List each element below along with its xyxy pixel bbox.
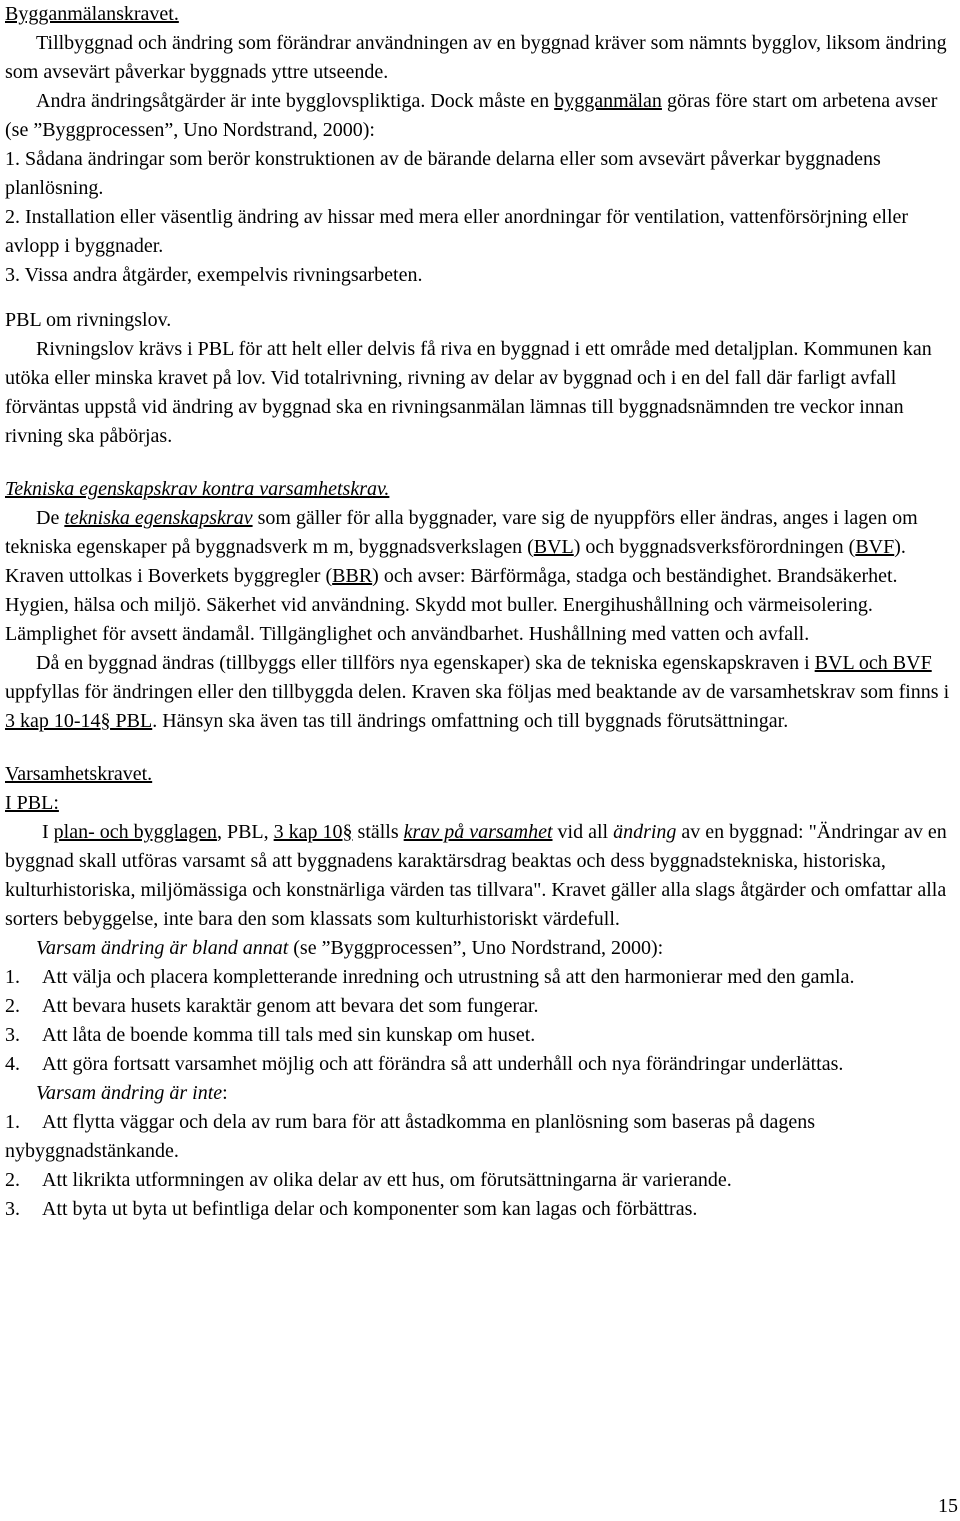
paragraph: Rivningslov krävs i PBL för att helt eller delvis få riva en byggnad i ett område med detaljplan. Kommunen kan utöka eller minska kravet på lov. Vid totalrivning, rivning av delar av byggnad och i en del fall där farligt avfall förväntas uppstå vid ändring av byggnad ska en rivningsanmälan lämnas till byggnadsnämnden tre veckor innan rivning ska påbörjas. [5, 338, 932, 447]
paragraph: Varsam ändring är inte: [36, 1082, 228, 1104]
heading-tekniska-egenskapskrav: Tekniska egenskapskrav kontra varsamhetskrav. [5, 478, 390, 500]
link-bvf[interactable]: BVF [855, 536, 895, 558]
list-varsam-andring-ar-inte [5, 1108, 951, 1224]
list-item: 2. Att likrikta utformningen av olika delar av ett hus, om förutsättningarna är varierande. [5, 1169, 732, 1191]
paragraph: De tekniska egenskapskrav som gäller för alla byggnader, vare sig de nyuppförs eller ändras, anges i lagen om tekniska egenskaper på byggnadsverk m m, byggnadsverkslagen (BVL) och byggnadsverksförordningen (BVF). Kraven uttolkas i Boverkets byggregler (BBR) och avser: Bärförmåga, stadga och beständighet. Brandsäkerhet. Hygien, hälsa och miljö. Säkerhet vid användning. Skydd mot buller. Energihushållning och värmeisolering. Lämplighet för avsett ändamål. Tillgänglighet och användbarhet. Hushållning med vatten och avfall. [5, 507, 918, 645]
list-item: 3. Att låta de boende komma till tals med sin kunskap om huset. [5, 1024, 536, 1046]
link-bvl[interactable]: BVL [533, 536, 574, 558]
list-item: 1. Att flytta väggar och dela av rum bara för att åstadkomma en planlösning som baseras på dagens nybyggnadstänkande. [5, 1111, 816, 1162]
list-item: 3. Vissa andra åtgärder, exempelvis rivningsarbeten. [5, 264, 423, 286]
link-bvl-och-bvf[interactable]: BVL och BVF [814, 652, 932, 674]
link-bygganmalan[interactable]: bygganmälan [554, 90, 662, 112]
link-bbr[interactable]: BBR [332, 565, 373, 587]
list-item: 2. Att bevara husets karaktär genom att bevara det som fungerar. [5, 995, 539, 1017]
list-item: 3. Att byta ut byta ut befintliga delar och komponenter som kan lagas och förbättras. [5, 1198, 698, 1220]
paragraph: Varsam ändring är bland annat (se ”Byggprocessen”, Uno Nordstrand, 2000): [36, 937, 664, 959]
link-krav-pa-varsamhet[interactable]: krav på varsamhet [403, 821, 553, 843]
heading-pbl-om-rivningslov: PBL om rivningslov. [5, 309, 172, 331]
heading-bygganmalanskravet: Bygganmälanskravet. [5, 3, 179, 25]
document-body [5, 0, 951, 1224]
list-item: 4. Att göra fortsatt varsamhet möjlig och att förändra så att underhåll och nya förändringar underlättas. [5, 1053, 844, 1075]
list-item: 1. Sådana ändringar som berör konstruktionen av de bärande delarna eller som avsevärt påverkar byggnadens planlösning. [5, 148, 881, 199]
list-varsam-andring [5, 963, 951, 1079]
paragraph: Tillbyggnad och ändring som förändrar användningen av en byggnad kräver som nämnts bygglov, liksom ändring som avsevärt påverkar byggnads yttre utseende. [5, 32, 947, 83]
link-3-kap-10[interactable]: 3 kap 10§ [273, 821, 353, 843]
heading-varsamhetskravet: Varsamhetskravet. [5, 763, 153, 785]
list-item: 2. Installation eller väsentlig ändring av hissar med mera eller anordningar för ventilation, vattenförsörjning eller avlopp i byggnader. [5, 206, 909, 257]
link-plan-och-bygglagen[interactable]: plan- och bygglagen [53, 821, 217, 843]
paragraph: I plan- och bygglagen, PBL, 3 kap 10§ ställs krav på varsamhet vid all ändring av en byggnad: "Ändringar av en byggnad skall utföras varsamt så att byggnadens karaktärsdrag beaktas och dess byggnadstekniska, historiska, kulturhistoriska, miljömässiga och konstnärliga värden tas tillvara". Kravet gäller alla slags åtgärder och omfattar alla sorters bebyggelse, inte bara den som klassats som kulturhistoriskt värdefull. [5, 821, 947, 930]
link-3-kap-10-14-pbl[interactable]: 3 kap 10-14§ PBL [5, 710, 153, 732]
list-item: 1. Att välja och placera kompletterande inredning och utrustning så att den harmonierar med den gamla. [5, 966, 855, 988]
link-tekniska-egenskapskrav[interactable]: tekniska egenskapskrav [64, 507, 253, 529]
subheading-i-pbl: I PBL: [5, 792, 59, 814]
page-number: 15 [938, 1495, 958, 1517]
paragraph: Andra ändringsåtgärder är inte bygglovspliktiga. Dock måste en bygganmälan göras före start om arbetena avser (se ”Byggprocessen”, Uno Nordstrand, 2000): [5, 90, 938, 141]
paragraph: Då en byggnad ändras (tillbyggs eller tillförs nya egenskaper) ska de tekniska egenskapskraven i BVL och BVF uppfyllas för ändringen eller den tillbyggda delen. Kraven ska följas med beaktande av de varsamhetskrav som finns i 3 kap 10-14§ PBL. Hänsyn ska även tas till ändrings omfattning och till byggnads förutsättningar. [5, 652, 950, 732]
